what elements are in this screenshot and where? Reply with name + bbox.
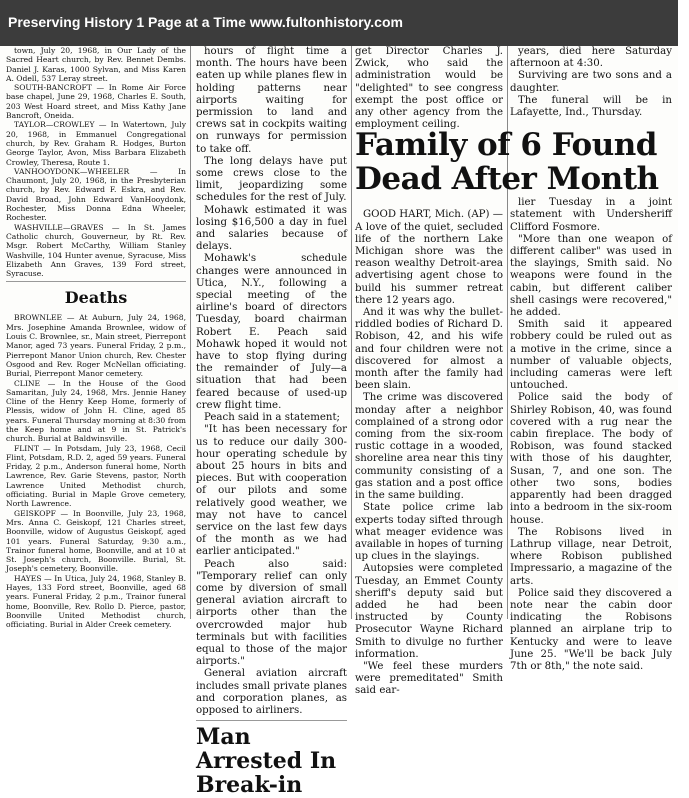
family-story-body-right [510,197,672,673]
wedding-notice: TAYLOR—CROWLEY — In Watertown, July 20, 1968, in Emmanuel Congregational church, by Rev. Graham R. Hodges, Burton George Taylor, Avon, Miss Barbara Elizabeth Crowley, Theresa, Route 1. [6,120,186,167]
column-mohawk-story [196,46,347,798]
obituary-tail [510,46,672,119]
wedding-notice: WASHVILLE—GRAVES — In St. James Catholic church, Gouverneur, by Rt. Rev. Msgr. Robert McCarthy, William Stanley Washville, 104 Hunter avenue, Syracuse, Miss Elizabeth Ann Graves, 139 Ford street, Syracuse. [6,222,186,279]
man-arrested-headline: Man Arrested In Break-in [196,724,337,798]
death-notice: CLINE — In the House of the Good Samaritan, July 24, 1968, Mrs. Jennie Haney Cline of the Henry Keep Home, formerly of Plessis, widow of John H. Cline, aged 85 years. Funeral Thursday morning at 8:30 from the Keep home and at 9 in St. Patrick's church. Burial at Baldwinsville. [6,378,186,444]
article-paragraph: Mohawk estimated it was losing $16,500 a day in fuel and salaries because of delays. [196,204,347,253]
wedding-notice: VANHOOYDONK—WHEELER — In Chaumont, July 20, 1968, in the Presbyterian church, by Rev. Edward F. Eskra, and Rev. David Broad, John Edward VanHooydonk, Rochester, Miss Donna Edna Wheeler, Rochester. [6,166,186,223]
deaths-heading: Deaths [64,288,128,308]
zwick-paragraph: get Director Charles J. Zwick, who said the administration would be "delighted" to see congress exempt the post office or any other agency from the employment ceiling. [355,46,503,131]
article-paragraph: hours of flight time a month. The hours have been eaten up while planes flew in holding patterns near airports waiting for permission to land and crews sat in cockpits waiting on runways for permission to take off. [196,46,347,155]
article-paragraph: GOOD HART, Mich. (AP) — A love of the quiet, secluded life of the northern Lake Michigan shore was the reason wealthy Detroit-area advertising agent chose to build his summer retreat there 12 years ago. [355,209,503,306]
window-title: Preserving History 1 Page at a Time www.fultonhistory.com [0,0,678,46]
article-paragraph: The funeral will be in Lafayette, Ind., Thursday. [510,94,672,119]
article-paragraph: The long delays have put some crews close to the limit, jeopardizing some schedules for the rest of July. [196,155,347,204]
article-paragraph: The crime was discovered monday after a neighbor complained of a strong odor coming from the six-room rustic cottage in a wooded, shoreline area near this tiny community consisting of a gas station and a post office in the same building. [355,392,503,502]
article-paragraph: Autopsies were completed Tuesday, an Emmet County sheriff's deputy said but added he had been instructed by County Prosecutor Wayne Richard Smith to divulge no further information. [355,563,503,660]
article-paragraph: Police said the body of Shirley Robison, 40, was found covered with a rug near the cabin fireplace. The body of Robison, was found stacked with those of his daughter, Susan, 7, and one son. The other two sons, bodies apparently had been dragged into a bedroom in the six-room house. [510,392,672,526]
article-paragraph: "It has been necessary for us to reduce our daily 300-hour operating schedule by about 25 hours in bits and pieces. But with cooperation of our pilots and some relatively good weather, we may not have to cancel service on the last few days of the month as we had earlier anticipated." [196,424,347,558]
article-paragraph: Peach also said: "Temporary relief can only come by diversion of small general aviation aircraft to airports other than the overcrowded major hub terminals but with facilities equal to those of the major airports." [196,558,347,668]
article-paragraph: Surviving are two sons and a daughter. [510,70,672,94]
death-notice: HAYES — In Utica, July 24, 1968, Stanley B. Hayes, 133 Ford street, Boonville, aged 68 years. Funeral Friday, 2 p.m., Trainor funeral home, Boonville, Rev. Rollo D. Pierce, pastor, Boonville United Methodist church, officiating. Burial in Alder Creek cemetery. [6,573,186,630]
article-paragraph: Mohawk's schedule changes were announced in Utica, N.Y., following a special meeting of the airline's board of directors Tuesday, board chairman Robert E. Peach said Mohawk hoped it would not have to stop flying during the remainder of July—a situation that had been feared because of used-up crew flight time. [196,253,347,411]
newspaper-page [0,46,678,798]
column-vital-records [6,46,186,630]
death-notice: GEISKOPF — In Boonville, July 23, 1968, Mrs. Anna C. Geiskopf, 121 Charles street, Boonville, widow of Augustus Geiskopf, aged 101 years. Funeral Saturday, 9:30 a.m., Trainor funeral home, Boonville, and at 10 at St. Joseph's church, Boonville. Burial, St. Joseph's cemetery, Boonville. [6,508,186,574]
family-story-body-left [355,209,503,697]
mohawk-story-body [196,46,347,717]
article-paragraph: The Robisons lived in Lathrup village, near Detroit, where Robison published Impressario, a magazine of the arts. [510,526,672,587]
wedding-notice: SOUTH-BANCROFT — In Rome Air Force base chapel, June 29, 1968, Charles E. South, 203 West Hoard street, and Miss Kathy Jane Bancroft, Oneida. [6,83,186,121]
column-rule [351,46,352,619]
deaths-list [6,313,186,629]
weddings-list [6,46,186,278]
article-paragraph: State police crime lab experts today sifted through what meager evidence was available in hopes of turning up clues in the slayings. [355,502,503,563]
article-paragraph: Smith said it appeared robbery could be ruled out as a motive in the crime, since a number of valuable objects, including cameras were left untouched. [510,319,672,392]
wedding-notice: town, July 20, 1968, in Our Lady of the Sacred Heart church, by Rev. Bennet Dembs. Daniel J. Karas, 1000 Sylvan, and Miss Karen A. Odell, 537 Leray street. [6,46,186,83]
column-divider [196,720,347,721]
column-rule [190,46,191,619]
article-paragraph: years, died here Saturday afternoon at 4:30. [510,46,672,70]
article-paragraph: Police said they discovered a note near the cabin door indicating the Robisons planned an airplane trip to Kentucky and were to leave June 25. "We'll be back July 7th or 8th," the note said. [510,587,672,672]
article-paragraph: "More than one weapon of different caliber" was used in the slayings, Smith said. No weapons were found in the cabin, but different caliber shell casings were recovered," he added. [510,233,672,319]
article-paragraph: lier Tuesday in a joint statement with Undersheriff Clifford Fosmore. [510,197,672,233]
article-paragraph: Peach said in a statement; [204,412,340,424]
article-paragraph: General aviation aircraft includes small private planes and corporation planes, as opposed to airliners. [196,668,347,716]
article-paragraph: "We feel these murders were premeditated" Smith said ear- [355,660,503,697]
family-headline: Family of 6 Found Dead After Month [355,127,659,197]
death-notice: FLINT — In Potsdam, July 23, 1968, Cecil Flint, Potsdam, R.D. 2, aged 59 years. Funeral Friday, 2 p.m., Anderson funeral home, North Lawrence, Rev. Garie Stevens, pastor, North Lawrence United Methodist church, officiating. Burial in Maple Grove cemetery, North Lawrence. [6,443,186,509]
article-paragraph: And it was why the bullet-riddled bodies of Richard D. Robison, 42, and his wife and four children were not discovered for almost a month after the family had been slain. [355,307,503,392]
death-notice: BROWNLEE — At Auburn, July 24, 1968, Mrs. Josephine Amanda Brownlee, widow of Louis C. Brownlee, sr., Main street, Pierrepont Manor, aged 73 years. Funeral Friday, 2 p.m., Pierrepont Manor Union church, Rev. Chester Osgood and Rev. Roger McNellan officiating. Burial, Pierrepont Manor cemetery. [6,313,186,379]
column-divider [6,281,186,282]
